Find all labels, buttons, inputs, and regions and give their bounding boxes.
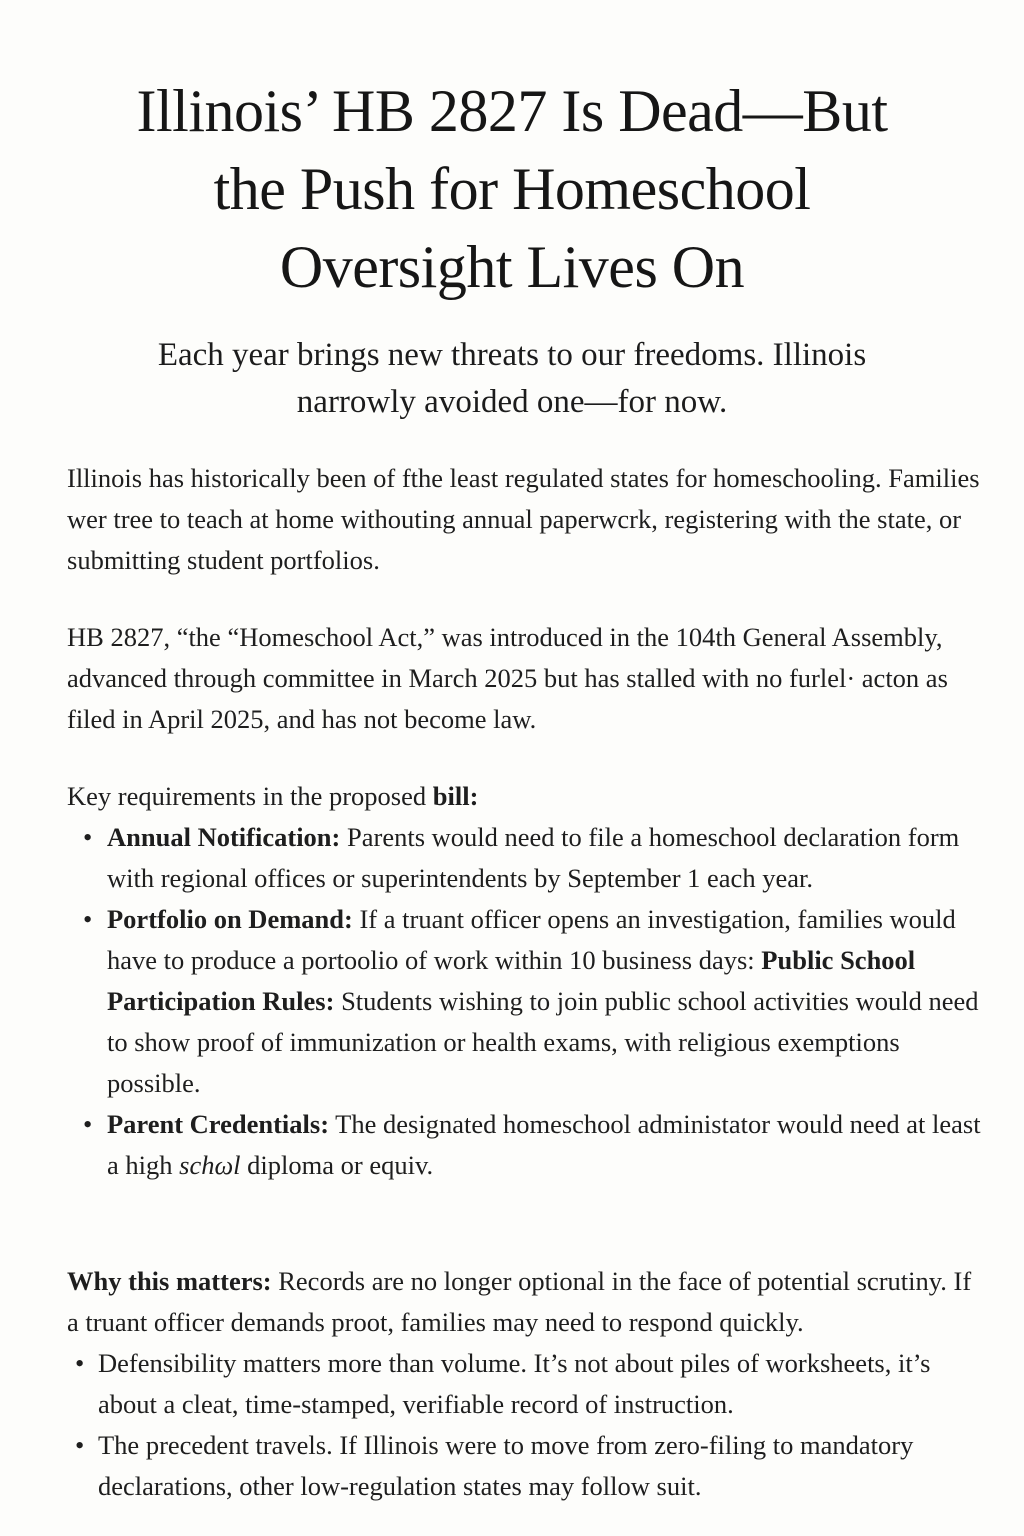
- article-title: [40, 72, 984, 306]
- list-item: [67, 899, 987, 1104]
- requirement-label: Annual Notification:: [107, 822, 341, 852]
- requirement-text: Students wishing to join public school activities would need to show proof of immunization or health exams, with religious exemptions possible.: [107, 986, 979, 1098]
- bullet-icon: •: [75, 1348, 85, 1378]
- key-requirements-intro: Key requirements in the proposed bill:: [67, 781, 479, 811]
- list-item: [67, 1104, 987, 1186]
- subtitle-line: narrowly avoided one—for now.: [296, 384, 728, 420]
- requirements-list: [67, 817, 987, 1186]
- italic-word: schωl: [179, 1150, 241, 1180]
- list-item: [67, 1425, 987, 1507]
- intro-paragraph: Illinois has historically been of fthe least regulated states for homeschooling. Families wer tree to teach at home withouting annual paperwcrk, registering with the state, or submitting student portfolios.: [67, 463, 980, 575]
- why-this-matters-section: [67, 1261, 987, 1507]
- subtitle-line: Each year brings new threats to our freedoms. Illinois: [157, 337, 867, 373]
- key-requirements-section: [67, 776, 987, 1186]
- why-text: Records are no longer optional in the face of potential scrutiny. If a truant officer demands proot, families may need to respond quickly.: [67, 1266, 972, 1337]
- bullet-icon: •: [83, 822, 93, 852]
- why-list: [67, 1343, 987, 1507]
- why-item-text: Defensibility matters more than volume. It’s not about piles of worksheets, it’s about a cleat, time-stamped, verifiable record of instruction.: [98, 1348, 931, 1419]
- bullet-icon: •: [83, 904, 93, 934]
- bullet-icon: •: [75, 1430, 85, 1460]
- bullet-icon: •: [83, 1109, 93, 1139]
- requirement-text: diploma or equiv.: [240, 1150, 434, 1180]
- bill-status-paragraph: HB 2827, “the “Homeschool Act,” was introduced in the 104th General Assembly, advanced through committee in March 2025 but has stalled with no furlel· acton as filed in April 2025, and has not become law.: [67, 622, 948, 734]
- why-item-text: The precedent travels. If Illinois were to move from zero-filing to mandatory declarations, other low-regulation states may follow suit.: [98, 1430, 914, 1501]
- title-line: Oversight Lives On: [279, 234, 745, 300]
- requirement-text: If a truant officer opens an investigation, families would have to produce a portoolio of work within 10 business days:: [107, 904, 956, 975]
- bill-bold: bill:: [432, 781, 479, 811]
- list-item: [67, 1343, 987, 1425]
- title-line: Illinois’ HB 2827 Is Dead—But: [136, 78, 888, 144]
- why-label: Why this matters:: [67, 1266, 272, 1296]
- requirement-label: Portfolio on Demand:: [107, 904, 353, 934]
- requirement-text: The designated homeschool administator would need at least a high: [107, 1109, 981, 1180]
- list-item: [67, 817, 987, 899]
- requirement-label: Parent Credentials:: [107, 1109, 330, 1139]
- why-this-matters-paragraph: [67, 1261, 987, 1343]
- article-subtitle: [40, 332, 984, 426]
- requirement-text: Parents would need to file a homeschool declaration form with regional offices or superintendents by September 1 each year.: [107, 822, 960, 893]
- title-line: the Push for Homeschool: [213, 156, 811, 222]
- requirement-label: Public School Participation Rules:: [107, 945, 916, 1016]
